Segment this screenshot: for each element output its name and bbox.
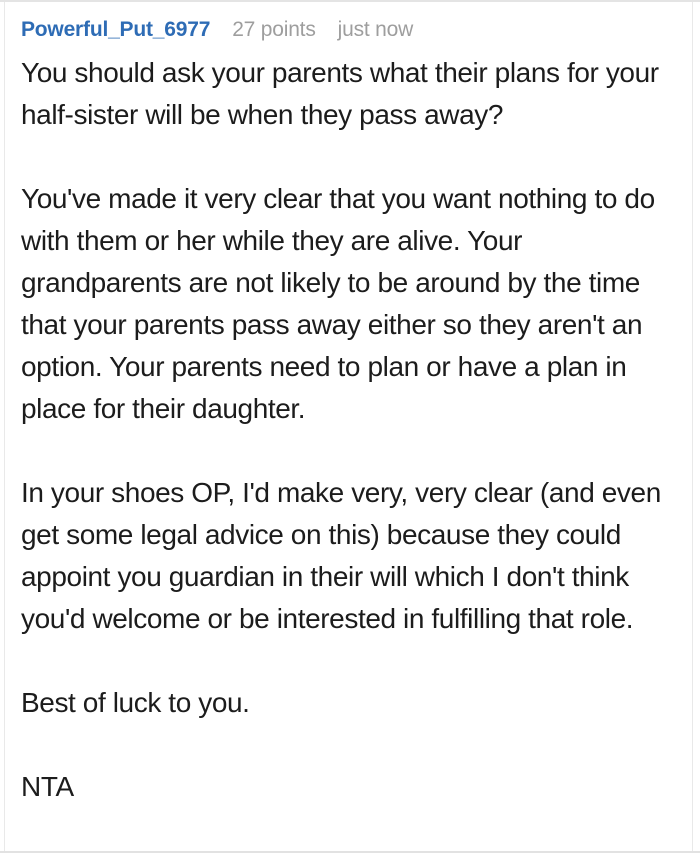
comment-paragraph: You've made it very clear that you want nothing to do with them or her while they are alive. Your grandparents are not likely to be around by the time that your parents pass away either so they aren't an option. Your parents need to plan or have a plan in place for their daughter. xyxy=(21,183,655,424)
thread-right-rule xyxy=(692,2,693,851)
comment-paragraph: You should ask your parents what their plans for your half-sister will be when they pass away? xyxy=(21,57,659,130)
points-label: 27 points xyxy=(232,18,316,41)
author-link[interactable]: Powerful_Put_6977 xyxy=(21,18,211,41)
comment-paragraph: Best of luck to you. xyxy=(21,687,250,718)
comment-paragraph: In your shoes OP, I'd make very, very clear (and even get some legal advice on this) because they could appoint you guardian in their will which I don't think you'd welcome or be interested in fulfilling that role. xyxy=(21,477,661,634)
comment-paragraph: NTA xyxy=(21,771,74,802)
comment-body xyxy=(21,52,676,808)
timestamp-label: just now xyxy=(337,18,414,41)
comment-meta-row xyxy=(21,17,676,43)
thread-left-rule xyxy=(4,2,5,851)
